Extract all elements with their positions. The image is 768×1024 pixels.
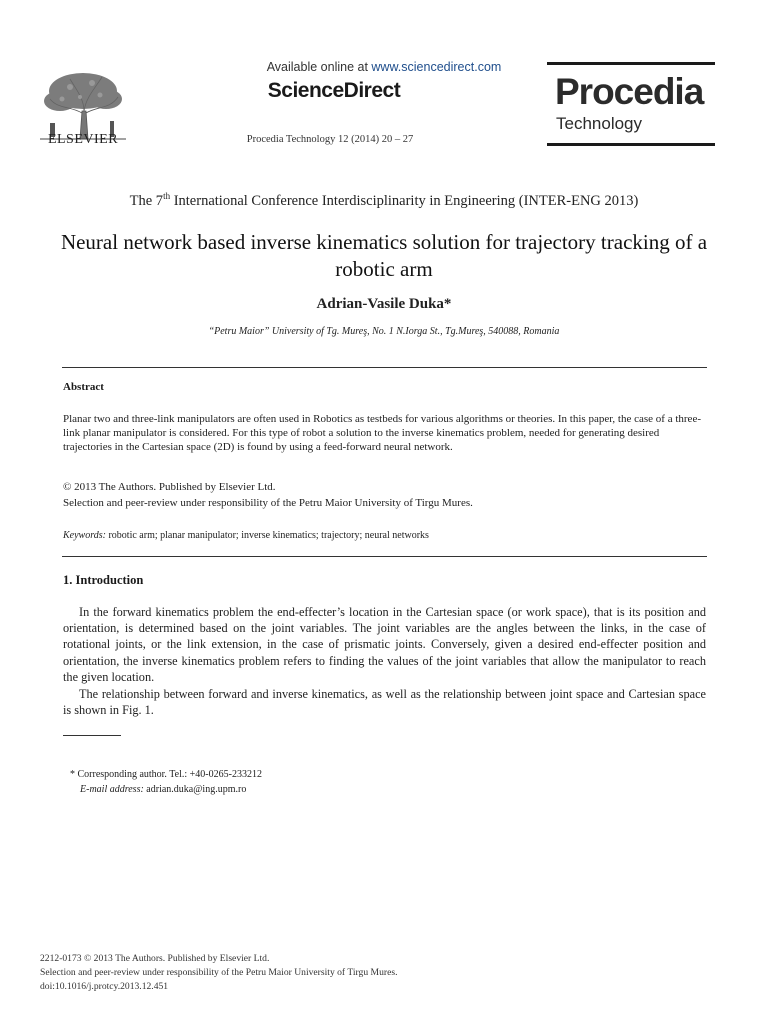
footer-doi[interactable]: doi:10.1016/j.protcy.2013.12.451	[40, 981, 169, 992]
section-heading-introduction: 1. Introduction	[63, 573, 144, 587]
footnote-divider	[63, 735, 121, 736]
intro-paragraph-1: In the forward kinematics problem the end-effecter’s location in the Cartesian space (or work space), that is its position and orientation, is determined based on the joint variables. The joint variables are the angles between the links, in the case of rotational joints, or the link extension, in the case of prismatic joints. Conversely, given a desired end-effecter position and orientation, the inverse kinematics problem refers to finding the values of the joint variables that allow the manipulator to reach the given location.	[63, 605, 706, 684]
available-prefix: Available online at	[266, 60, 372, 74]
keywords	[63, 530, 429, 541]
procedia-technology-label: Technology	[556, 114, 643, 133]
peer-review-notice: Selection and peer-review under responsibility of the Petru Maior University of Tirgu Mures.	[63, 497, 473, 509]
journal-reference: Procedia Technology 12 (2014) 20 – 27	[246, 134, 414, 145]
abstract-heading: Abstract	[63, 381, 104, 393]
procedia-wordmark: Procedia	[555, 71, 704, 112]
abstract-top-divider	[62, 367, 707, 368]
email-label: E-mail address:	[80, 784, 144, 795]
author-name: Adrian-Vasile Duka*	[316, 296, 452, 312]
email-address[interactable]: adrian.duka@ing.upm.ro	[143, 784, 247, 795]
author-affiliation: “Petru Maior” University of Tg. Mureş, No. 1 N.Iorga St., Tg.Mureş, 540088, Romania	[208, 326, 560, 337]
sciencedirect-link[interactable]: www.sciencedirect.com	[371, 60, 502, 74]
footer-peer-review: Selection and peer-review under responsibility of the Petru Maior University of Tirgu Mures.	[40, 967, 398, 978]
conference-name: The 7th International Conference Interdisciplinarity in Engineering (INTER-ENG 2013)	[129, 191, 639, 209]
footer-issn-copyright: 2212-0173 © 2013 The Authors. Published by Elsevier Ltd.	[40, 953, 270, 964]
sciencedirect-wordmark: ScienceDirect	[267, 79, 401, 102]
keywords-label: Keywords:	[63, 530, 106, 541]
publisher-name: ELSEVIER	[47, 132, 119, 147]
intro-paragraph-2: The relationship between forward and inverse kinematics, as well as the relationship between joint space and Cartesian space is shown in Fig. 1.	[63, 687, 706, 718]
abstract-text: Planar two and three-link manipulators are often used in Robotics as testbeds for various algorithms or theories. In this paper, the case of a three-link planar manipulator is considered. For this type of robot a solution to the inverse kinematics problem, needed for generating desired trajectories in the Cartesian space (2D) is found by using a feed-forward neural network.	[63, 413, 701, 453]
corresponding-author-footnote: * Corresponding author. Tel.: +40-0265-233212	[70, 769, 262, 780]
copyright-notice: © 2013 The Authors. Published by Elsevier Ltd.	[63, 481, 276, 493]
paper-title: Neural network based inverse kinematics solution for trajectory tracking of a robotic arm	[60, 230, 708, 281]
keywords-list: robotic arm; planar manipulator; inverse kinematics; trajectory; neural networks	[105, 530, 429, 541]
email-footnote	[80, 784, 246, 795]
abstract-bottom-divider	[62, 556, 707, 557]
